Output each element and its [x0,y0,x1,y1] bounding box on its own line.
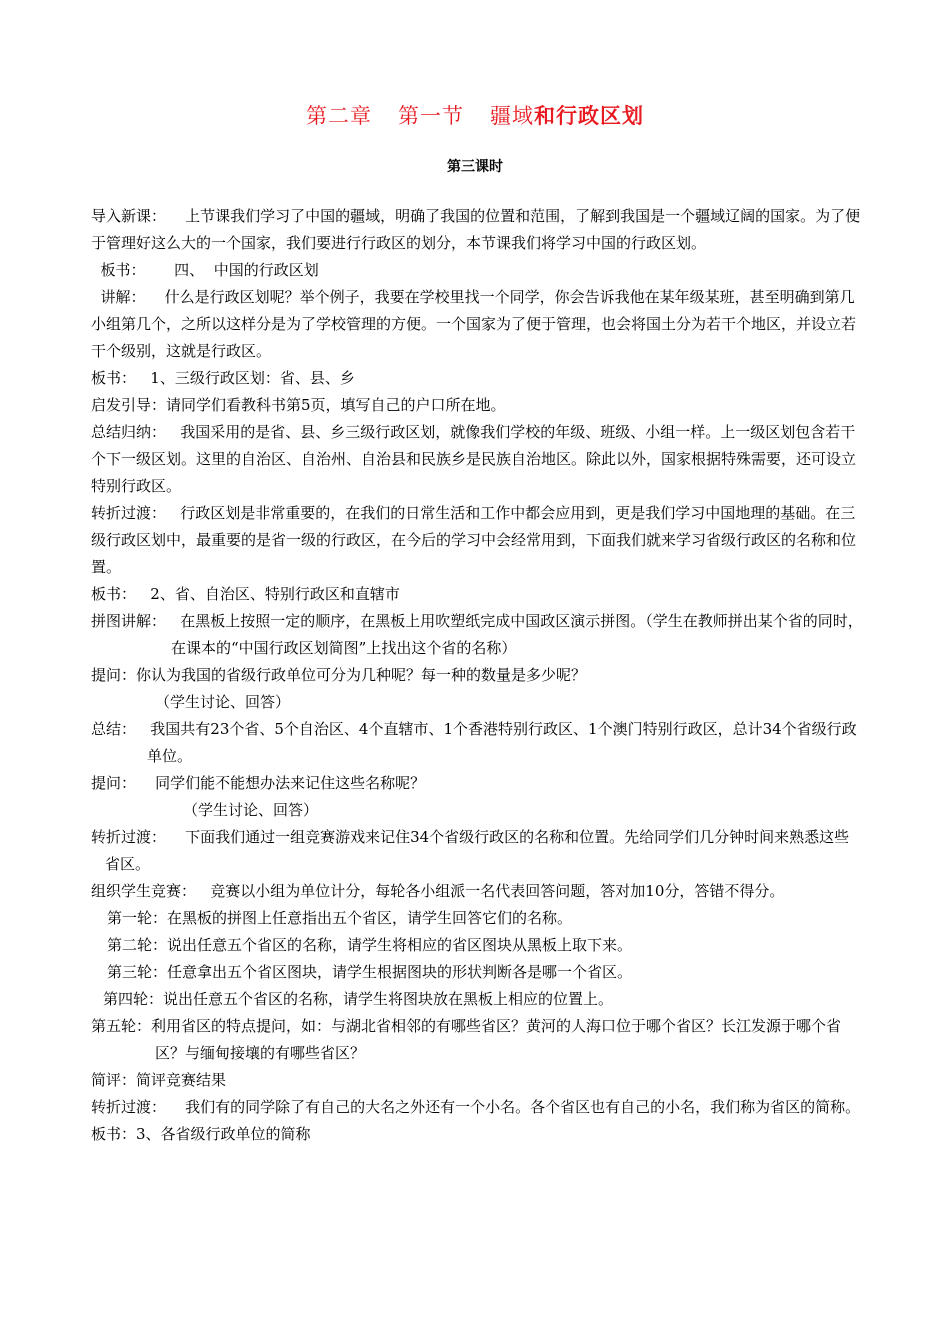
title-topic-bold: 和行政区划 [534,103,644,128]
paragraph-round-3: 第三轮：任意拿出五个省区图块，请学生根据图块的形状判断各是哪一个省区。 [107,963,633,981]
paragraph-conclusion: 总结： 我国共有23个省、5个自治区、4个直辖市、1个香港特别行政区、1个澳门特别行政区，总计34个省级行政单位。 [91,720,857,765]
paragraph-review: 简评：简评竞赛结果 [91,1071,227,1089]
paragraph-competition: 组织学生竞赛： 竞赛以小组为单位计分，每轮各小组派一名代表回答问题，答对加10分，答错不得分。 [91,882,785,900]
paragraph-round-4: 第四轮：说出任意五个省区的名称，请学生将图块放在黑板上相应的位置上。 [103,990,614,1008]
document-title [0,100,950,130]
document-subtitle: 第三课时 [447,159,503,175]
title-chapter: 第二章 [306,104,372,128]
paragraph-transition-3: 转折过渡： 我们有的同学除了有自己的大名之外还有一个小名。各个省区也有自己的小名，我们称为省区的简称。 [91,1098,861,1116]
paragraph-round-2: 第二轮：说出任意五个省区的名称，请学生将相应的省区图块从黑板上取下来。 [107,936,633,954]
title-topic: 疆域 [490,104,534,128]
paragraph-discussion-2: （学生讨论、回答） [183,801,319,819]
paragraph-board-2: 板书： 2、省、自治区、特别行政区和直辖市 [91,585,400,603]
paragraph-question-1: 提问：你认为我国的省级行政单位可分为几种呢？每一种的数量是多少呢？ [91,666,587,684]
paragraph-guide: 启发引导：请同学们看教科书第5页，填写自己的户口所在地。 [91,396,506,414]
paragraph-round-5: 第五轮：利用省区的特点提问，如：与湖北省相邻的有哪些省区？黄河的人海口位于哪个省区？长江发源于哪个省区？与缅甸接壤的有哪些省区？ [91,1017,842,1062]
paragraph-board-4: 板书： 四、 中国的行政区划 [91,261,319,279]
document-body [91,203,863,1148]
paragraph-transition-2: 转折过渡： 下面我们通过一组竞赛游戏来记住34个省级行政区的名称和位置。先给同学们几分钟时间来熟悉这些省区。 [91,828,850,873]
paragraph-transition-1: 转折过渡： 行政区划是非常重要的，在我们的日常生活和工作中都会应用到，更是我们学习中国地理的基础。在三级行政区划中，最重要的是省一级的行政区，在今后的学习中会经常用到，下面我们就来学习省级行政区的名称和位置。 [91,504,857,576]
paragraph-explain: 讲解： 什么是行政区划呢？举个例子，我要在学校里找一个同学，你会告诉我他在某年级某班，甚至明确到第几小组第几个，之所以这样分是为了学校管理的方便。一个国家为了便于管理，也会将国土分为若干个地区，并设立若干个级别，这就是行政区。 [91,288,857,360]
paragraph-discussion-1: （学生讨论、回答） [155,693,291,711]
paragraph-puzzle: 拼图讲解： 在黑板上按照一定的顺序，在黑板上用吹塑纸完成中国政区演示拼图。（学生在教师拼出某个省的同时，在课本的“中国行政区划简图”上找出这个省的名称） [91,612,863,657]
paragraph-question-2: 提问： 同学们能不能想办法来记住这些名称呢？ [91,774,426,792]
paragraph-intro: 导入新课： 上节课我们学习了中国的疆域，明确了我国的位置和范围，了解到我国是一个疆域辽阔的国家。为了便于管理好这么大的一个国家，我们要进行行政区的划分，本节课我们将学习中国的行政区划。 [91,207,861,252]
paragraph-round-1: 第一轮：在黑板的拼图上任意指出五个省区，请学生回答它们的名称。 [107,909,573,927]
paragraph-summary: 总结归纳： 我国采用的是省、县、乡三级行政区划，就像我们学校的年级、班级、小组一样。上一级区划包含若干个下一级区划。这里的自治区、自治州、自治县和民族乡是民族自治地区。除此以外，国家根据特殊需要，还可设立特别行政区。 [91,423,857,495]
paragraph-board-1: 板书： 1、三级行政区划：省、县、乡 [91,369,355,387]
title-section: 第一节 [398,104,464,128]
paragraph-board-3: 板书：3、各省级行政单位的简称 [91,1125,311,1143]
